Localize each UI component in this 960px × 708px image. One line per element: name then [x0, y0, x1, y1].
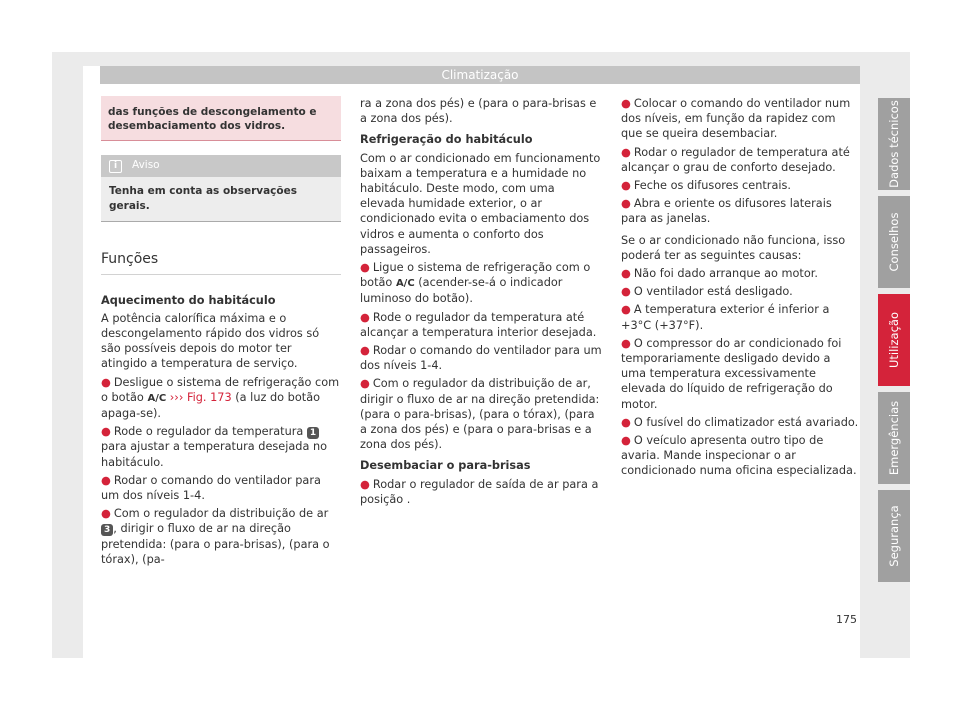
text: para ajustar a temperatura desejada no habitáculo. [101, 440, 328, 469]
tab-seguranca[interactable] [878, 490, 910, 582]
paragraph: Se o ar condicionado não funciona, isso poderá ter as seguintes causas: [621, 233, 846, 262]
bullet-icon: ● [621, 285, 631, 299]
bullet-icon: ● [101, 375, 111, 389]
bullet-icon: ● [621, 415, 631, 429]
list-item [621, 196, 859, 226]
figure-arrows: ››› [169, 390, 184, 404]
paragraph: A potência calorífica máxima e o descongelamento rápido dos vidros só são possíveis depois do motor ter atingido a temperatura de serviço. [101, 311, 320, 371]
list-item [360, 477, 602, 507]
text: O fusível do climatizador está avariado. [633, 415, 859, 429]
tab-label: Emergências [887, 400, 901, 476]
list-item [101, 506, 341, 567]
list-item [101, 473, 341, 503]
ac-icon: A/C [395, 278, 415, 290]
text: Feche os difusores centrais. [633, 179, 791, 193]
text: O veículo apresenta outro tipo de avaria. Mande inspecionar o ar condicionado numa oficina especializada. [621, 434, 857, 478]
bullet-icon: ● [101, 473, 111, 487]
text: Ligue o sistema de refrigeração com o botão [360, 261, 591, 290]
bullet-icon: ● [101, 425, 111, 439]
notice-header [101, 155, 341, 177]
column-2 [360, 96, 602, 510]
page-number: 175 [836, 613, 857, 626]
bullet-icon: ● [360, 261, 370, 275]
tab-label: Segurança [887, 505, 901, 567]
bullet-icon: ● [360, 310, 370, 324]
bullet-icon: ● [621, 434, 631, 448]
text: Com o regulador da distribuição de ar [113, 507, 329, 521]
page-header: Climatização [100, 66, 860, 84]
text: Rodar o comando do ventilador para um dos níveis 1-4. [360, 344, 602, 373]
list-item [621, 302, 859, 332]
bullet-icon: ● [621, 336, 631, 350]
subheading: Desembaciar o para-brisas [360, 459, 531, 473]
bullet-icon: ● [621, 179, 631, 193]
bullet-icon: ● [101, 507, 111, 521]
text: Com o regulador da distribuição de ar, dirigir o fluxo de ar na direção pretendida: (para o para-brisas), (para o tórax), (para a zona dos pés) e (para o para-brisas e a zona dos pés). [360, 377, 600, 452]
text: , dirigir o fluxo de ar na direção pretendida: (para o para-brisas), (para o tórax), (pa- [101, 522, 330, 566]
list-item [360, 310, 602, 340]
list-item [360, 376, 602, 452]
tab-conselhos[interactable] [878, 196, 910, 288]
list-item [621, 145, 859, 175]
tab-emergencias[interactable] [878, 392, 910, 484]
bullet-icon: ● [621, 97, 631, 110]
bullet-icon: ● [360, 477, 370, 491]
tab-label: Dados técnicos [887, 100, 901, 188]
list-item [101, 375, 341, 422]
list-item [621, 266, 859, 281]
callout-number: 1 [307, 427, 319, 439]
text: Rode o regulador da temperatura até alcançar a temperatura interior desejada. [360, 310, 597, 339]
ac-icon: A/C [147, 392, 167, 404]
notice-box [101, 155, 341, 222]
column-1 [101, 96, 341, 570]
text: Rodar o regulador de saída de ar para a posição . [360, 477, 599, 506]
figure-link[interactable]: Fig. 173 [186, 390, 232, 404]
list-item [621, 178, 859, 193]
subheading: Aquecimento do habitáculo [101, 293, 276, 307]
highlight-box: das funções de descongelamento e desembaciamento dos vidros. [101, 96, 341, 141]
text: O ventilador está desligado. [633, 285, 793, 299]
tab-label: Utilização [887, 311, 901, 369]
tab-dados-tecnicos[interactable] [878, 98, 910, 190]
notice-title: Aviso [132, 159, 160, 172]
text: Colocar o comando do ventilador num dos níveis, em função da rapidez com que se queira desembaciar. [621, 97, 851, 141]
bullet-icon: ● [360, 344, 370, 358]
paragraph: Com o ar condicionado em funcionamento baixam a temperatura e a humidade no habitáculo. Deste modo, com uma elevada humidade exterior, o ar condicionado evita o embaciamento dos vidros e aumenta o conforto dos passageiros. [360, 151, 601, 256]
list-item [101, 424, 341, 470]
list-item [360, 343, 602, 373]
tab-utilizacao[interactable] [878, 294, 910, 386]
list-item [621, 336, 859, 412]
text: (a luz do botão apaga-se). [101, 390, 321, 421]
text: A temperatura exterior é inferior a +3°C (+37°F). [621, 303, 830, 332]
text: O compressor do ar condicionado foi temporariamente desligado devido a uma temperatura excessivamente elevada do líquido de refrigeração do motor. [621, 336, 842, 411]
info-icon: i [109, 160, 122, 173]
column-3 [621, 96, 859, 482]
notice-body: Tenha em conta as observações gerais. [101, 177, 341, 222]
text: Abra e oriente os difusores laterais para as janelas. [621, 197, 832, 226]
text: Rodar o comando do ventilador para um dos níveis 1-4. [101, 473, 321, 503]
bullet-icon: ● [621, 267, 631, 281]
bullet-icon: ● [621, 145, 631, 159]
callout-number: 3 [101, 524, 113, 536]
subheading: Refrigeração do habitáculo [360, 133, 533, 147]
list-item [621, 96, 859, 142]
list-item [360, 260, 602, 307]
bullet-icon: ● [360, 377, 370, 391]
bullet-icon: ● [621, 197, 631, 211]
text: Desligue o sistema de refrigeração com o botão [101, 375, 340, 404]
text: Rodar o regulador de temperatura até alcançar o grau de conforto desejado. [621, 145, 850, 174]
paragraph: ra a zona dos pés) e (para o para-brisas e a zona dos pés). [360, 97, 597, 126]
bullet-icon: ● [621, 303, 631, 317]
section-title: Funções [101, 252, 341, 274]
tab-label: Conselhos [887, 212, 901, 272]
text: Não foi dado arranque ao motor. [633, 267, 818, 281]
text: Rode o regulador da temperatura [113, 425, 307, 439]
text: (acender-se-á o indicador luminoso do botão). [360, 276, 563, 306]
list-item [621, 284, 859, 299]
list-item [621, 415, 859, 430]
list-item [621, 433, 859, 479]
